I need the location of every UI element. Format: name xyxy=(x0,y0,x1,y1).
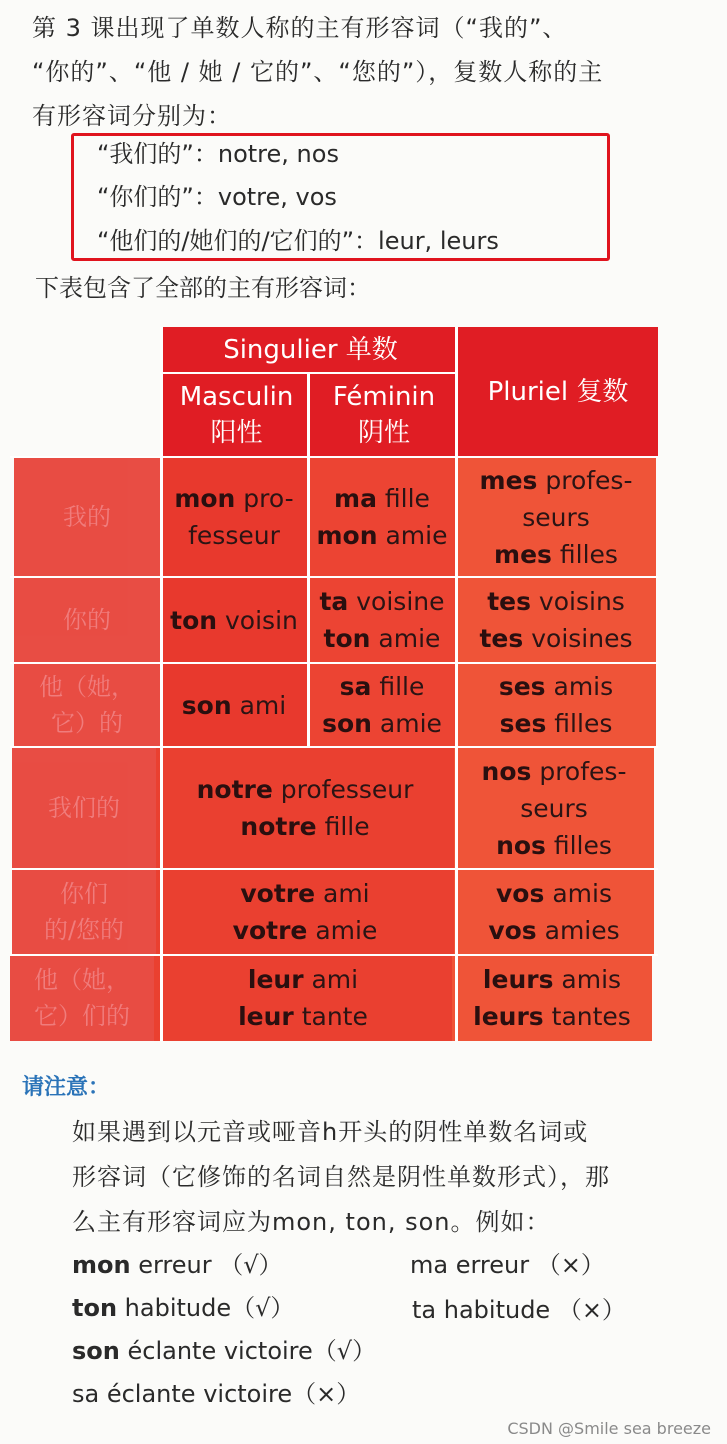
plural-possessive-item: “他们的/她们的/它们的”：leur, leurs xyxy=(97,227,499,255)
header-pluriel: Pluriel 复数 xyxy=(458,327,658,457)
table-cell: nos profes- seurs nos filles xyxy=(454,747,654,869)
example-correct: son éclante victoire（√） xyxy=(72,1337,377,1365)
example-wrong: ta habitude （×） xyxy=(412,1296,626,1324)
table-cell: leurs amis leurs tantes xyxy=(452,955,652,1041)
note-line: 么主有形容词应为mon, ton, son。例如： xyxy=(72,1208,551,1236)
divider xyxy=(163,372,456,374)
row-label: 你们 的/您的 xyxy=(12,869,156,955)
table-cell: ses amis ses filles xyxy=(456,663,656,747)
intro-line: 有形容词分别为： xyxy=(32,102,232,130)
example-correct: ton habitude（√） xyxy=(72,1294,295,1322)
note-line: 如果遇到以元音或哑音h开头的阴性单数名词或 xyxy=(72,1118,589,1146)
intro-paragraph xyxy=(32,6,712,138)
table-cell: ta voisine ton amie xyxy=(308,577,456,663)
header-feminin: Féminin 阴性 xyxy=(310,373,458,457)
watermark: CSDN @Smile sea breeze xyxy=(507,1419,711,1438)
row-label: 我的 xyxy=(14,457,160,577)
table-cell: ton voisin xyxy=(160,577,308,663)
plural-possessive-item: “你们的”：votre, vos xyxy=(97,183,337,211)
table-caption: 下表包含了全部的主有形容词： xyxy=(35,274,371,302)
header-masculin: Masculin 阳性 xyxy=(163,373,310,457)
row-label: 他（她， 它）们的 xyxy=(10,955,154,1041)
table-cell: sa fille son amie xyxy=(308,663,456,747)
divider xyxy=(455,327,458,1041)
table-cell: notre professeur notre fille xyxy=(156,747,454,869)
table-cell: mes profes- seurs mes filles xyxy=(456,457,656,577)
divider xyxy=(10,456,658,458)
intro-line: 第 3 课出现了单数人称的主有形容词（“我的”、 xyxy=(32,14,568,42)
header-singulier: Singulier 单数 xyxy=(163,327,458,373)
divider xyxy=(10,746,658,748)
table-cell: vos amis vos amies xyxy=(454,869,654,955)
row-label: 我们的 xyxy=(12,747,156,869)
divider xyxy=(10,576,658,578)
example-wrong: sa éclante victoire（×） xyxy=(72,1380,361,1408)
table-cell: leur ami leur tante xyxy=(154,955,452,1041)
divider xyxy=(307,373,310,747)
row-label: 他（她， 它）的 xyxy=(14,663,160,747)
table-cell: tes voisins tes voisines xyxy=(456,577,656,663)
intro-line: “你的”、“他 / 她 / 它的”、“您的”），复数人称的主 xyxy=(32,58,604,86)
example-wrong: ma erreur （×） xyxy=(410,1251,605,1279)
table-cell: ma fille mon amie xyxy=(308,457,456,577)
table-cell: son ami xyxy=(160,663,308,747)
note-heading: 请注意： xyxy=(22,1075,111,1100)
row-label: 你的 xyxy=(14,577,160,663)
divider xyxy=(10,954,658,956)
note-body xyxy=(72,1110,672,1245)
note-line: 形容词（它修饰的名词自然是阴性单数形式），那 xyxy=(72,1163,610,1191)
divider xyxy=(10,662,658,664)
table-cell: votre ami votre amie xyxy=(156,869,454,955)
table-cell: mon pro- fesseur xyxy=(160,457,308,577)
divider xyxy=(10,868,658,870)
example-correct: mon erreur （√） xyxy=(72,1251,283,1279)
plural-possessive-item: “我们的”：notre, nos xyxy=(97,140,339,168)
divider xyxy=(160,327,163,1041)
